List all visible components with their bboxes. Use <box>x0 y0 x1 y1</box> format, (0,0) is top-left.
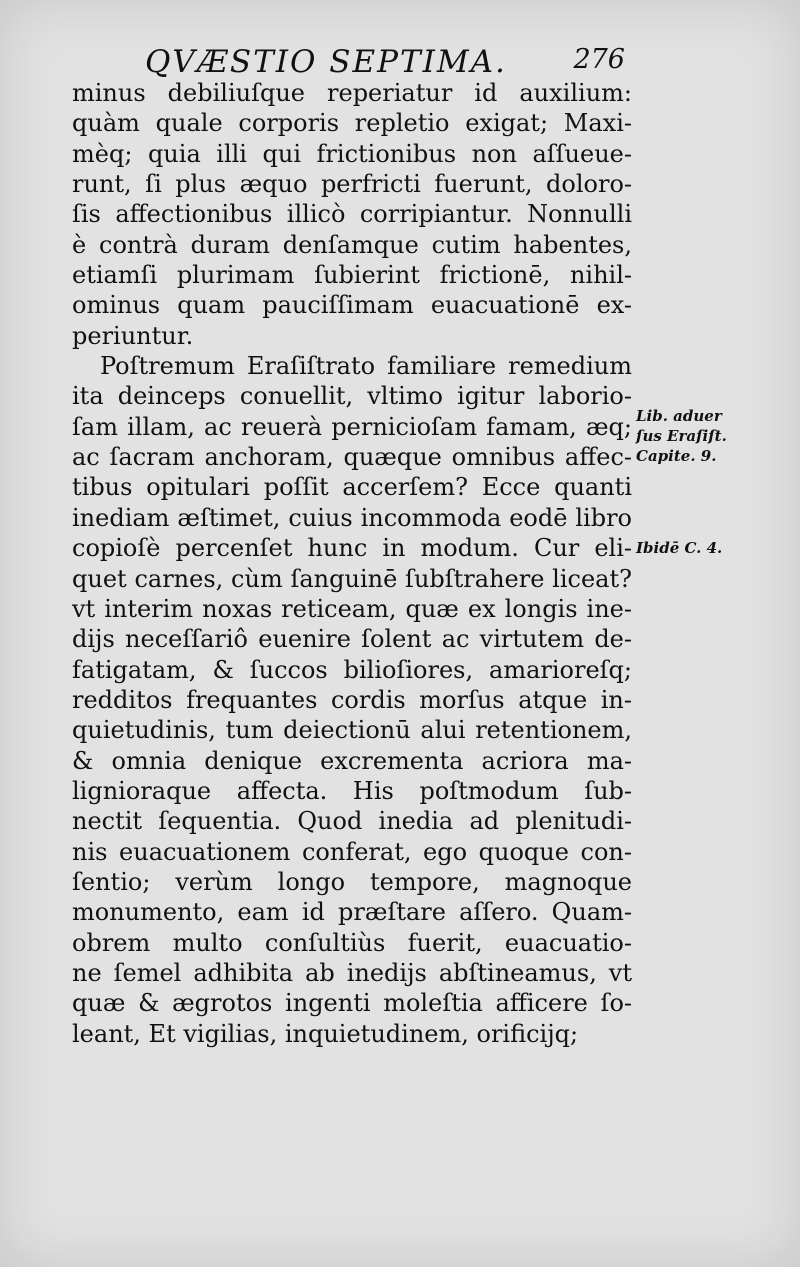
margin-note-line: Capite. 9. <box>636 447 717 465</box>
text-line: quæ & ægrotos ingenti moleſtia afficere ſo- <box>72 989 632 1018</box>
text-line: periuntur. <box>72 321 194 350</box>
margin-note-line: Ibidē C. 4. <box>636 539 723 557</box>
text-line: nectit ſequentia. Quod inedia ad plenitudi- <box>72 807 632 836</box>
text-line: ita deinceps conuellit, vltimo igitur laborio- <box>72 382 632 411</box>
text-line: ne ſemel adhibita ab inedijs abſtineamus, vt <box>72 958 632 987</box>
text-line: dijs neceſſariô euenire ſolent ac virtutem de- <box>72 625 632 654</box>
page-number: 276 <box>573 44 625 75</box>
text-line: ac ſacram anchoram, quæque omnibus affec- <box>72 443 632 472</box>
text-line: mèq; quia illi qui frictionibus non aſſueue- <box>72 139 632 168</box>
text-line: ſam illam, ac reuerà pernicioſam famam, æq; <box>72 412 632 441</box>
text-line: fatigatam, & ſuccos bilioſiores, amarioreſq; <box>72 655 632 684</box>
text-line: vt interim noxas reticeam, quæ ex longis ine- <box>72 594 632 623</box>
text-line: redditos frequantes cordis morſus atque in- <box>72 685 632 714</box>
text-line: etiamſi plurimam ſubierint frictionē, nihil- <box>72 261 632 290</box>
text-line: monumento, eam id præſtare aſſero. Quam- <box>72 898 632 927</box>
text-line: copioſè percenſet hunc in modum. Cur eli- <box>72 534 632 563</box>
text-line: Poſtremum Eraſiſtrato familiare remedium <box>100 352 632 381</box>
margin-note-1 <box>636 406 786 466</box>
margin-note-line: Lib. aduer <box>636 407 722 425</box>
text-line: tibus opitulari poſſit accerſem? Ecce quanti <box>72 473 632 502</box>
text-line: obrem multo conſultiùs fuerit, euacuatio- <box>72 928 632 957</box>
text-line: ominus quam pauciſſimam euacuationē ex- <box>72 291 632 320</box>
text-line: è contrà duram denſamque cutim habentes, <box>72 230 632 259</box>
text-line: quet carnes, cùm ſanguinē ſubſtrahere liceat? <box>72 564 632 593</box>
text-line: quàm quale corporis repletio exigat; Maxi- <box>72 109 632 138</box>
text-line: lignioraque affecta. His poſtmodum ſub- <box>72 776 632 805</box>
text-line: runt, ſi plus æquo perfricti fuerunt, doloro- <box>72 170 632 199</box>
text-line: quietudinis, tum deiectionū alui retentionem, <box>72 716 632 745</box>
margin-note-line: ſus Eraſiſt. <box>636 427 727 445</box>
page-header <box>145 40 625 80</box>
text-line: ſis affectionibus illicò corripiantur. Nonnulli <box>72 200 632 229</box>
margin-note-2 <box>636 538 786 558</box>
text-line: inediam æſtimet, cuius incommoda eodē libro <box>72 503 632 532</box>
text-line: leant, Et vigilias, inquietudinem, orificijq; <box>72 1019 579 1048</box>
text-line: minus debiliuſque reperiatur id auxilium: <box>72 79 632 107</box>
text-line: nis euacuationem conferat, ego quoque con- <box>72 837 632 866</box>
text-line: & omnia denique excrementa acriora ma- <box>72 746 632 775</box>
text-line: ſentio; verùm longo tempore, magnoque <box>72 867 632 896</box>
body-text <box>72 78 632 1049</box>
running-title: QVÆSTIO SEPTIMA. <box>145 44 507 80</box>
